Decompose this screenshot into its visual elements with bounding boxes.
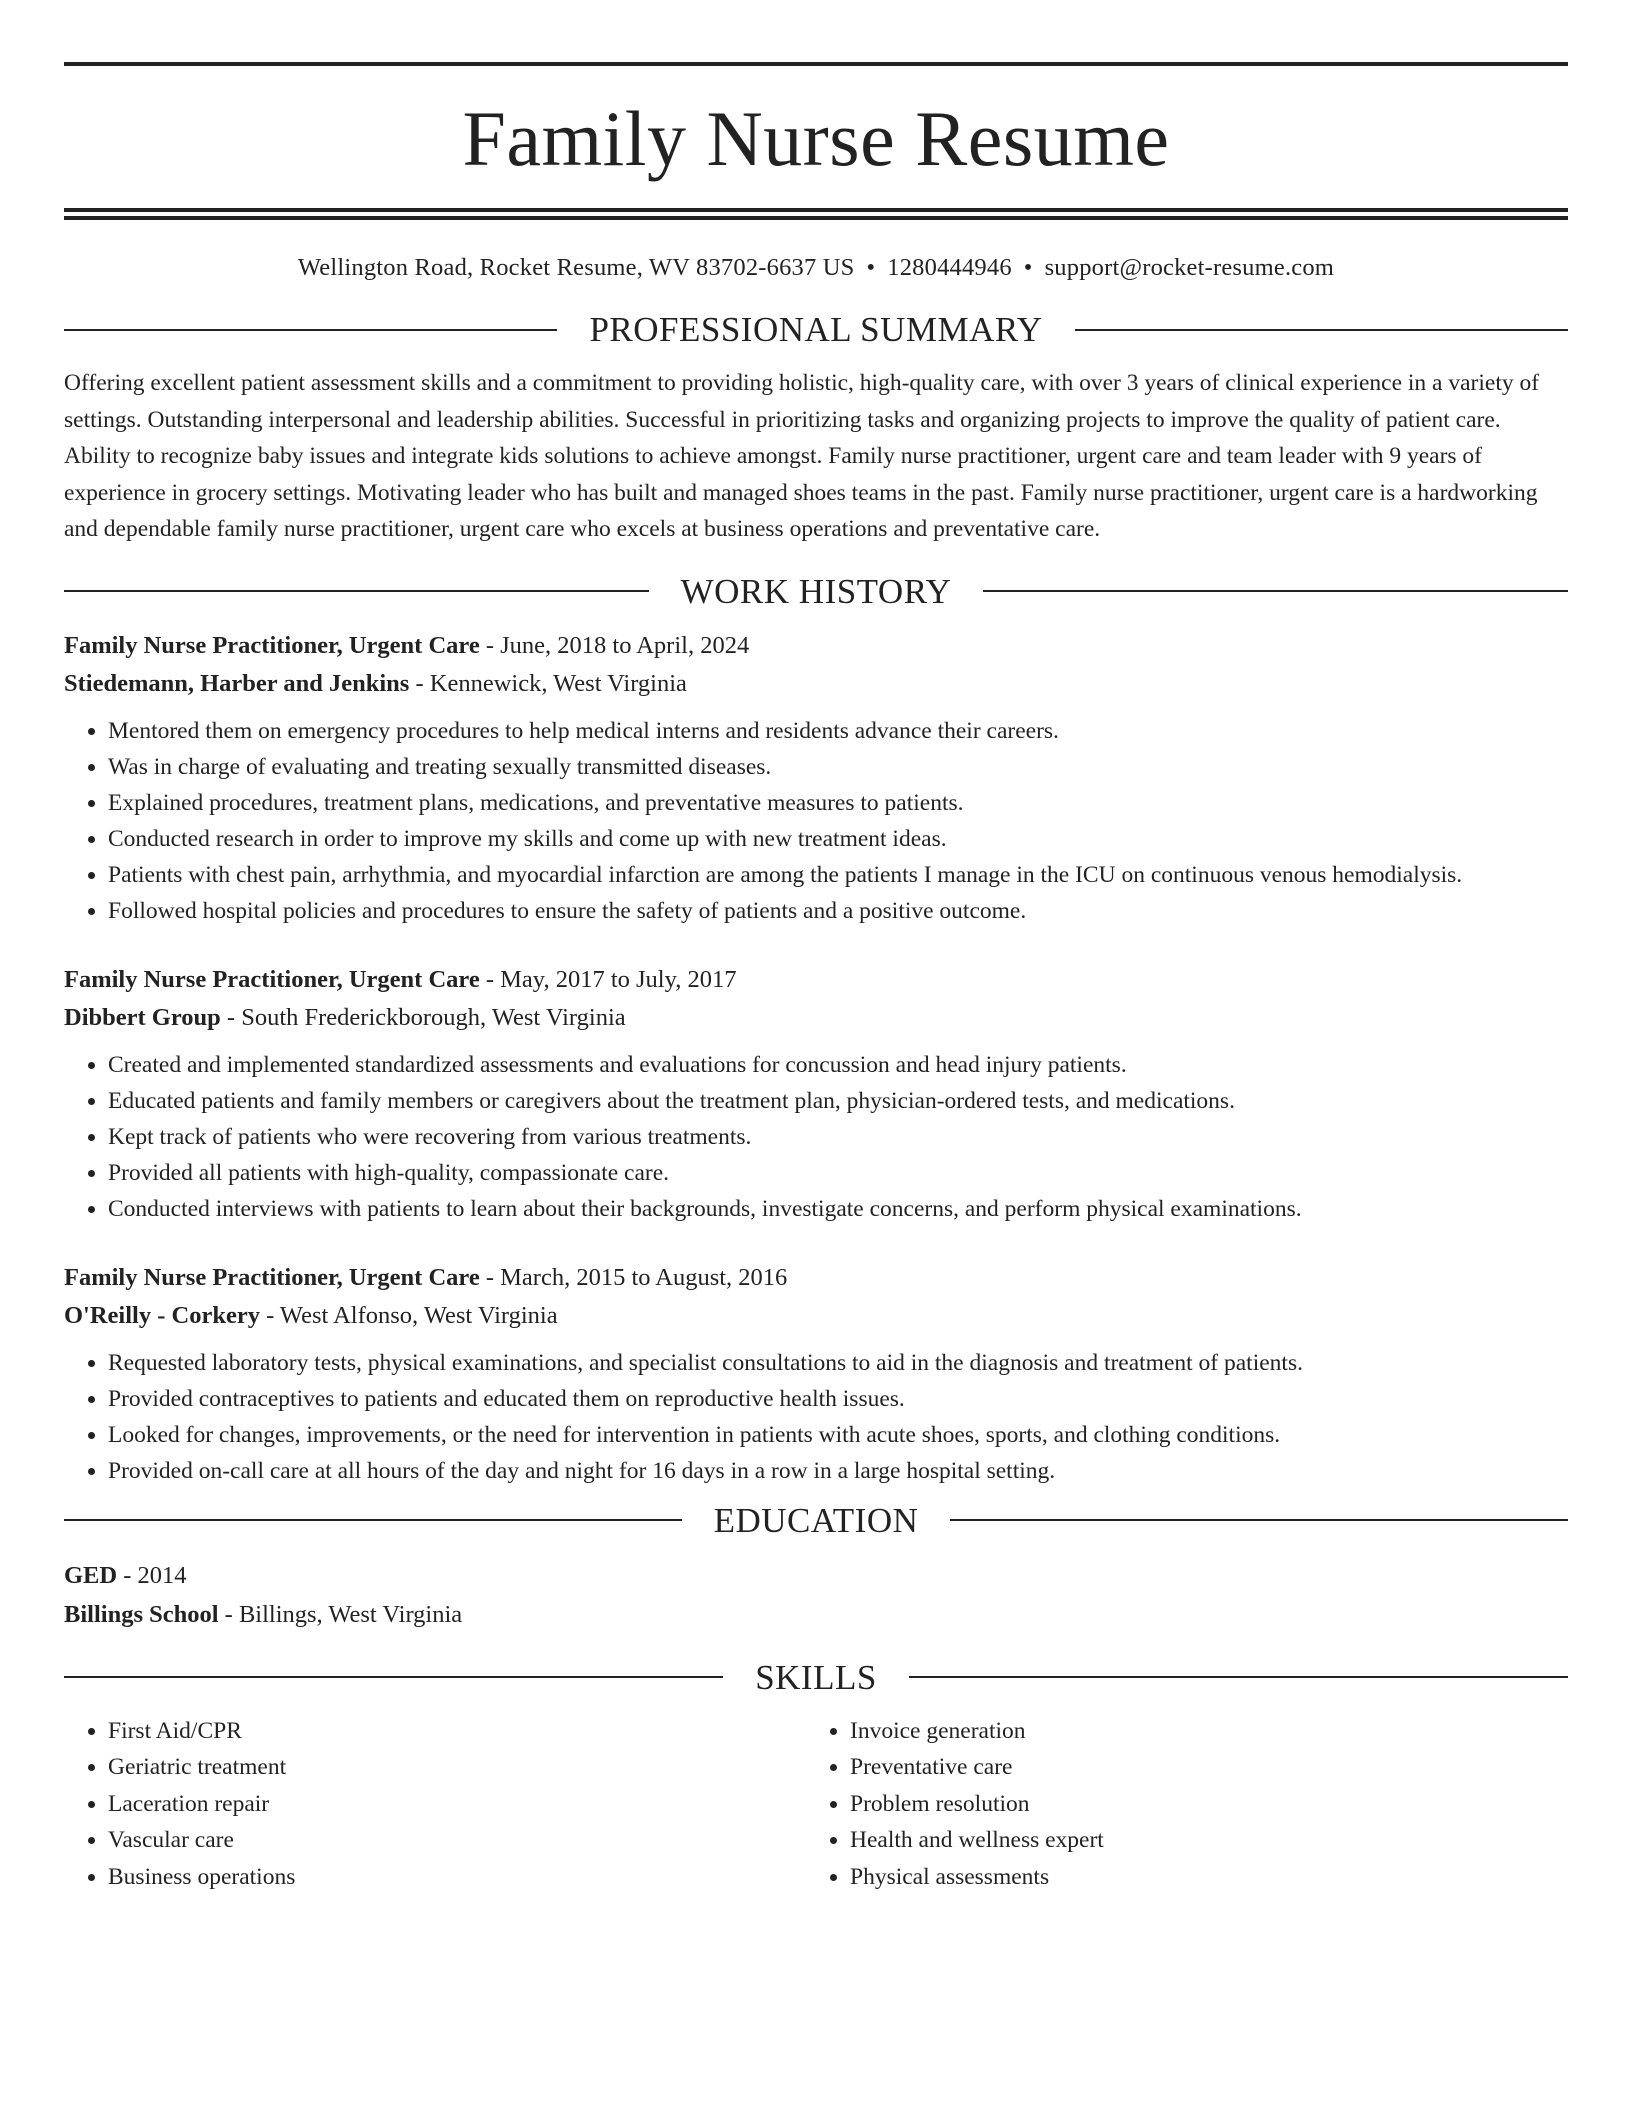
contact-line — [64, 254, 1568, 282]
list-item: • Explained procedures, treatment plans, medications, and preventative measures to patients. — [108, 785, 1568, 821]
contact-phone: 1280444946 — [887, 254, 1012, 281]
list-item: • Requested laboratory tests, physical examinations, and specialist consultations to aid in the diagnosis and treatment of patients. — [108, 1345, 1568, 1381]
job-company-line — [64, 999, 1568, 1037]
section-rule — [983, 590, 1568, 592]
job-title-line — [64, 961, 1568, 999]
education-entry — [64, 1556, 1568, 1634]
job-title-line — [64, 627, 1568, 665]
professional-summary: Offering excellent patient assessment skills and a commitment to providing holistic, high-quality care, with over 3 years of clinical experience in a variety of settings. Outstanding interpersonal and leadership abilities. Successful in prioritizing tasks and organizing projects to improve the quality of patient care. Ability to recognize baby issues and integrate kids solutions to achieve amongst. Family nurse practitioner, urgent care and team leader with 9 years of experience in grocery settings. Motivating leader who has built and managed shoes teams in the past. Family nurse practitioner, urgent care is a hardworking and dependable family nurse practitioner, urgent care who excels at business operations and preventative care. — [64, 370, 1540, 542]
job-dates: - June, 2018 to April, 2024 — [479, 631, 750, 659]
job-dates: - May, 2017 to July, 2017 — [479, 965, 737, 993]
list-item: • Educated patients and family members or caregivers about the treatment plan, physician-ordered tests, and medications. — [108, 1083, 1568, 1119]
education-degree-line — [64, 1556, 1568, 1595]
section-rule — [64, 329, 557, 331]
skill-item: • Geriatric treatment — [108, 1749, 806, 1786]
section-title-work: WORK HISTORY — [680, 571, 952, 611]
job-entry — [64, 627, 1568, 929]
job-location: - West Alfonso, West Virginia — [259, 1301, 558, 1329]
job-title: Family Nurse Practitioner, Urgent Care — [64, 1263, 480, 1291]
skill-item: • Problem resolution — [850, 1786, 1548, 1823]
skill-item: • Physical assessments — [850, 1859, 1548, 1896]
section-title-education: EDUCATION — [713, 1500, 919, 1540]
section-header-education — [64, 1500, 1568, 1540]
job-company-line — [64, 1297, 1568, 1335]
skill-item: • Business operations — [108, 1859, 806, 1896]
contact-email: support@rocket-resume.com — [1044, 254, 1335, 281]
contact-separator: • — [866, 254, 876, 281]
section-rule — [64, 590, 649, 592]
education-location: - Billings, West Virginia — [218, 1600, 463, 1628]
list-item: • Kept track of patients who were recovering from various treatments. — [108, 1119, 1568, 1155]
list-item: • Provided all patients with high-quality, compassionate care. — [108, 1155, 1568, 1191]
job-company: Dibbert Group — [64, 1003, 221, 1031]
list-item: • Looked for changes, improvements, or the need for intervention in patients with acute shoes, sports, and clothing conditions. — [108, 1417, 1568, 1453]
resume-title: Family Nurse Resume — [462, 95, 1170, 182]
job-title: Family Nurse Practitioner, Urgent Care — [64, 965, 480, 993]
job-dates: - March, 2015 to August, 2016 — [479, 1263, 788, 1291]
skill-item: • Vascular care — [108, 1822, 806, 1859]
section-header-summary — [64, 312, 1568, 347]
contact-address: Wellington Road, Rocket Resume, WV 83702-6637 US — [297, 254, 855, 281]
job-bullets — [64, 1345, 1568, 1489]
title-double-rule — [64, 208, 1568, 220]
list-item: • Conducted research in order to improve my skills and come up with new treatment ideas. — [108, 821, 1568, 857]
skill-item: • Preventative care — [850, 1749, 1548, 1786]
job-entry — [64, 961, 1568, 1227]
education-year: - 2014 — [117, 1561, 187, 1589]
list-item: • Followed hospital policies and procedures to ensure the safety of patients and a positive outcome. — [108, 893, 1568, 929]
list-item: • Provided contraceptives to patients and educated them on reproductive health issues. — [108, 1381, 1568, 1417]
job-location: - South Frederickborough, West Virginia — [220, 1003, 626, 1031]
section-rule — [64, 1519, 682, 1521]
skill-item: • Invoice generation — [850, 1713, 1548, 1750]
section-header-skills — [64, 1657, 1568, 1697]
skills-grid — [64, 1713, 1568, 1896]
section-rule — [1075, 329, 1568, 331]
section-rule — [909, 1676, 1568, 1678]
job-entry — [64, 1259, 1568, 1489]
resume-page — [64, 0, 1568, 1895]
education-school-line — [64, 1595, 1568, 1634]
job-company: Stiedemann, Harber and Jenkins — [64, 669, 410, 697]
job-bullets — [64, 713, 1568, 929]
list-item: • Was in charge of evaluating and treating sexually transmitted diseases. — [108, 749, 1568, 785]
job-company: O'Reilly - Corkery — [64, 1301, 260, 1329]
contact-separator: • — [1023, 254, 1033, 281]
skills-column-left — [64, 1713, 806, 1896]
section-rule — [64, 1676, 723, 1678]
skill-item: • Laceration repair — [108, 1786, 806, 1823]
list-item: • Conducted interviews with patients to learn about their backgrounds, investigate concerns, and perform physical examinations. — [108, 1191, 1568, 1227]
section-title-skills: SKILLS — [755, 1657, 877, 1697]
education-degree: GED — [64, 1561, 118, 1589]
job-bullets — [64, 1047, 1568, 1227]
skill-item: • Health and wellness expert — [850, 1822, 1548, 1859]
education-school: Billings School — [64, 1600, 219, 1628]
list-item: • Mentored them on emergency procedures to help medical interns and residents advance their careers. — [108, 713, 1568, 749]
list-item: • Provided on-call care at all hours of the day and night for 16 days in a row in a large hospital setting. — [108, 1453, 1568, 1489]
skills-column-right — [806, 1713, 1548, 1896]
section-rule — [950, 1519, 1568, 1521]
section-header-work — [64, 571, 1568, 611]
section-title-summary: PROFESSIONAL SUMMARY — [589, 310, 1043, 349]
job-company-line — [64, 665, 1568, 703]
skill-item: • First Aid/CPR — [108, 1713, 806, 1750]
job-title-line — [64, 1259, 1568, 1297]
job-location: - Kennewick, West Virginia — [409, 669, 687, 697]
list-item: • Patients with chest pain, arrhythmia, and myocardial infarction are among the patients I manage in the ICU on continuous venous hemodialysis. — [108, 857, 1568, 893]
job-title: Family Nurse Practitioner, Urgent Care — [64, 631, 480, 659]
list-item: • Created and implemented standardized assessments and evaluations for concussion and head injury patients. — [108, 1047, 1568, 1083]
